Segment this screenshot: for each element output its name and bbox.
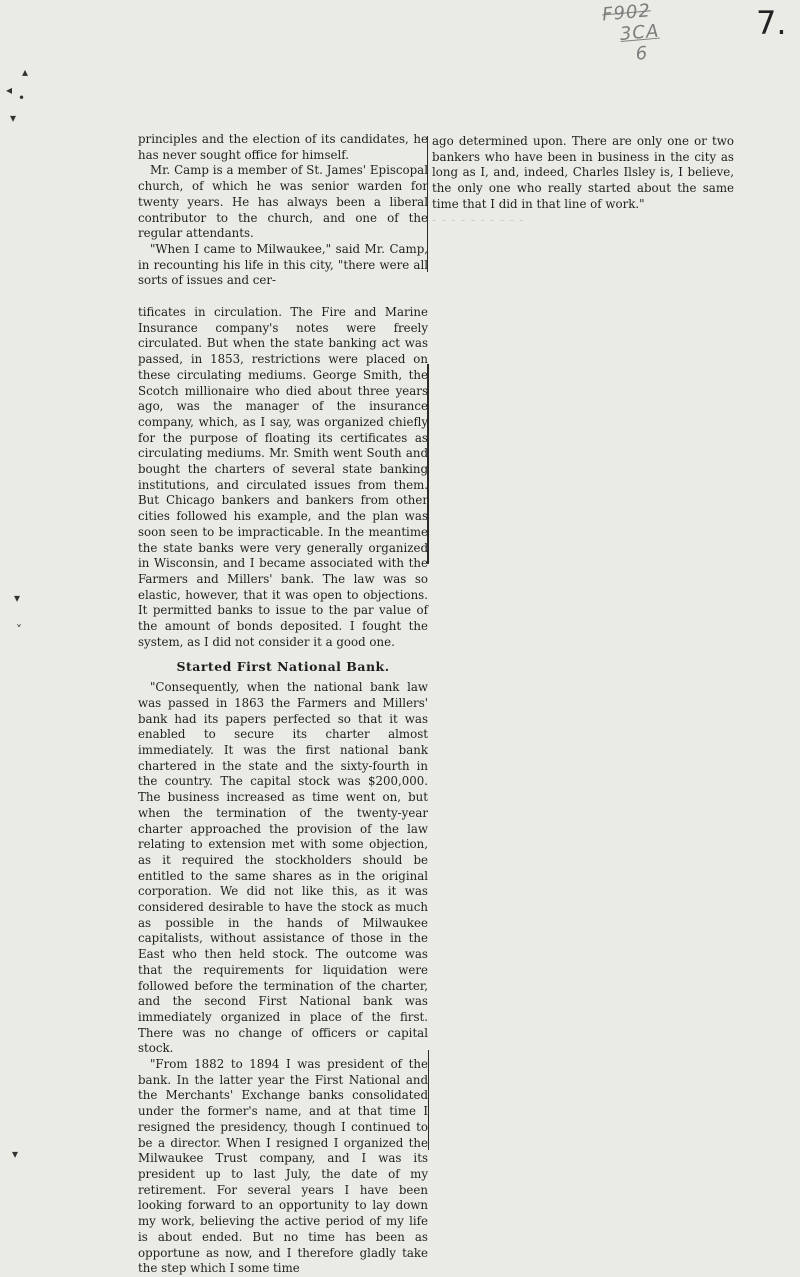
margin-mark: ▴ bbox=[22, 65, 29, 79]
margin-mark: ◂ bbox=[6, 83, 13, 97]
paragraph: tificates in circulation. The Fire and Marine Insurance company's notes were freely circulated. But when the state banking act was passed, in 1853, restrictions were placed on these circulating mediums. George Smith, the Scotch millionaire who died about three years ago, was the manager of the insurance company, which, as I say, was organized chiefly for the purpose of floating its certificates as circulating mediums. Mr. Smith went South and bought the charters of several state banking institutions, and circulated issues from them. But Chicago bankers and bankers from other cities followed his example, and the plan was soon seen to be impracticable. In the meantime the state banks were very generally organized in Wisconsin, and I became associated with the Farmers and Millers' bank. The law was so elastic, however, that it was open to objections. It permitted banks to issue to the par value of the amount of bonds deposited. I fought the system, as I did not consider it a good one. bbox=[138, 305, 428, 649]
article-column-right bbox=[432, 134, 734, 228]
margin-mark: ▾ bbox=[10, 111, 17, 125]
column-rule bbox=[428, 1050, 429, 1150]
section-heading: Started First National Bank. bbox=[176, 658, 390, 674]
paragraph: "Consequently, when the national bank law was passed in 1863 the Farmers and Millers' bank had its papers perfected so that it was enabled to secure its charter almost immediately. It was the first national bank chartered in the state and the sixty-fourth in the country. The capital stock was $200,000. The business increased as time went on, but when the termination of the twenty-year charter approached the provision of the law relating to extension met with some objection, as it required the stockholders should be entitled to the same shares as in the original corporation. We did not like this, as it was considered desirable to have the stock as much as possible in the hands of Milwaukee capitalists, without assistance of those in the East who then held stock. The outcome was that the requirements for liquidation were followed before the termination of the charter, and the second First National bank was immediately organized in place of the first. There was no change of officers or capital stock. bbox=[138, 680, 428, 1056]
handnote-line-2: 3CA bbox=[619, 20, 661, 45]
paragraph: ago determined upon. There are only one or two bankers who have been in business in the city as long as I, and, indeed, Charles Ilsley is, I believe, the only one who really started about the same time that I did in that line of work." bbox=[432, 134, 734, 211]
handwritten-note bbox=[601, 0, 662, 67]
paragraph: principles and the election of its candidates, he has never sought office for himself. bbox=[138, 132, 428, 162]
handnote-line-1: F902 bbox=[601, 0, 652, 26]
page-number: 7. bbox=[756, 4, 787, 42]
article-column-left bbox=[138, 132, 428, 1277]
handnote-line-3: 6 bbox=[634, 42, 650, 65]
paragraph: "When I came to Milwaukee," said Mr. Camp, in recounting his life in this city, "there were all sorts of issues and cer- bbox=[138, 241, 428, 288]
margin-mark: • bbox=[18, 91, 26, 105]
margin-mark: ▾ bbox=[12, 1147, 19, 1161]
margin-mark: ˅ bbox=[16, 623, 22, 637]
column-dash: - - - - - - - - - - bbox=[432, 212, 525, 227]
column-segment bbox=[138, 305, 428, 1277]
margin-mark: ▾ bbox=[14, 591, 21, 605]
paragraph: Mr. Camp is a member of St. James' Episcopal church, of which he was senior warden for twenty years. He has always been a liberal contributor to the church, and one of the regular attendants. bbox=[138, 163, 428, 241]
paragraph: "From 1882 to 1894 I was president of the bank. In the latter year the First National and the Merchants' Exchange banks consolidated under the former's name, and at that time I resigned the presidency, though I continued to be a director. When I resigned I organized the Milwaukee Trust company, and I was its president up to last July, the date of my retirement. For several years I have been looking forward to an opportunity to lay down my work, believing the active period of my life is about ended. But no time has been as opportune as now, and I therefore gladly take the step which I some time bbox=[138, 1057, 428, 1276]
